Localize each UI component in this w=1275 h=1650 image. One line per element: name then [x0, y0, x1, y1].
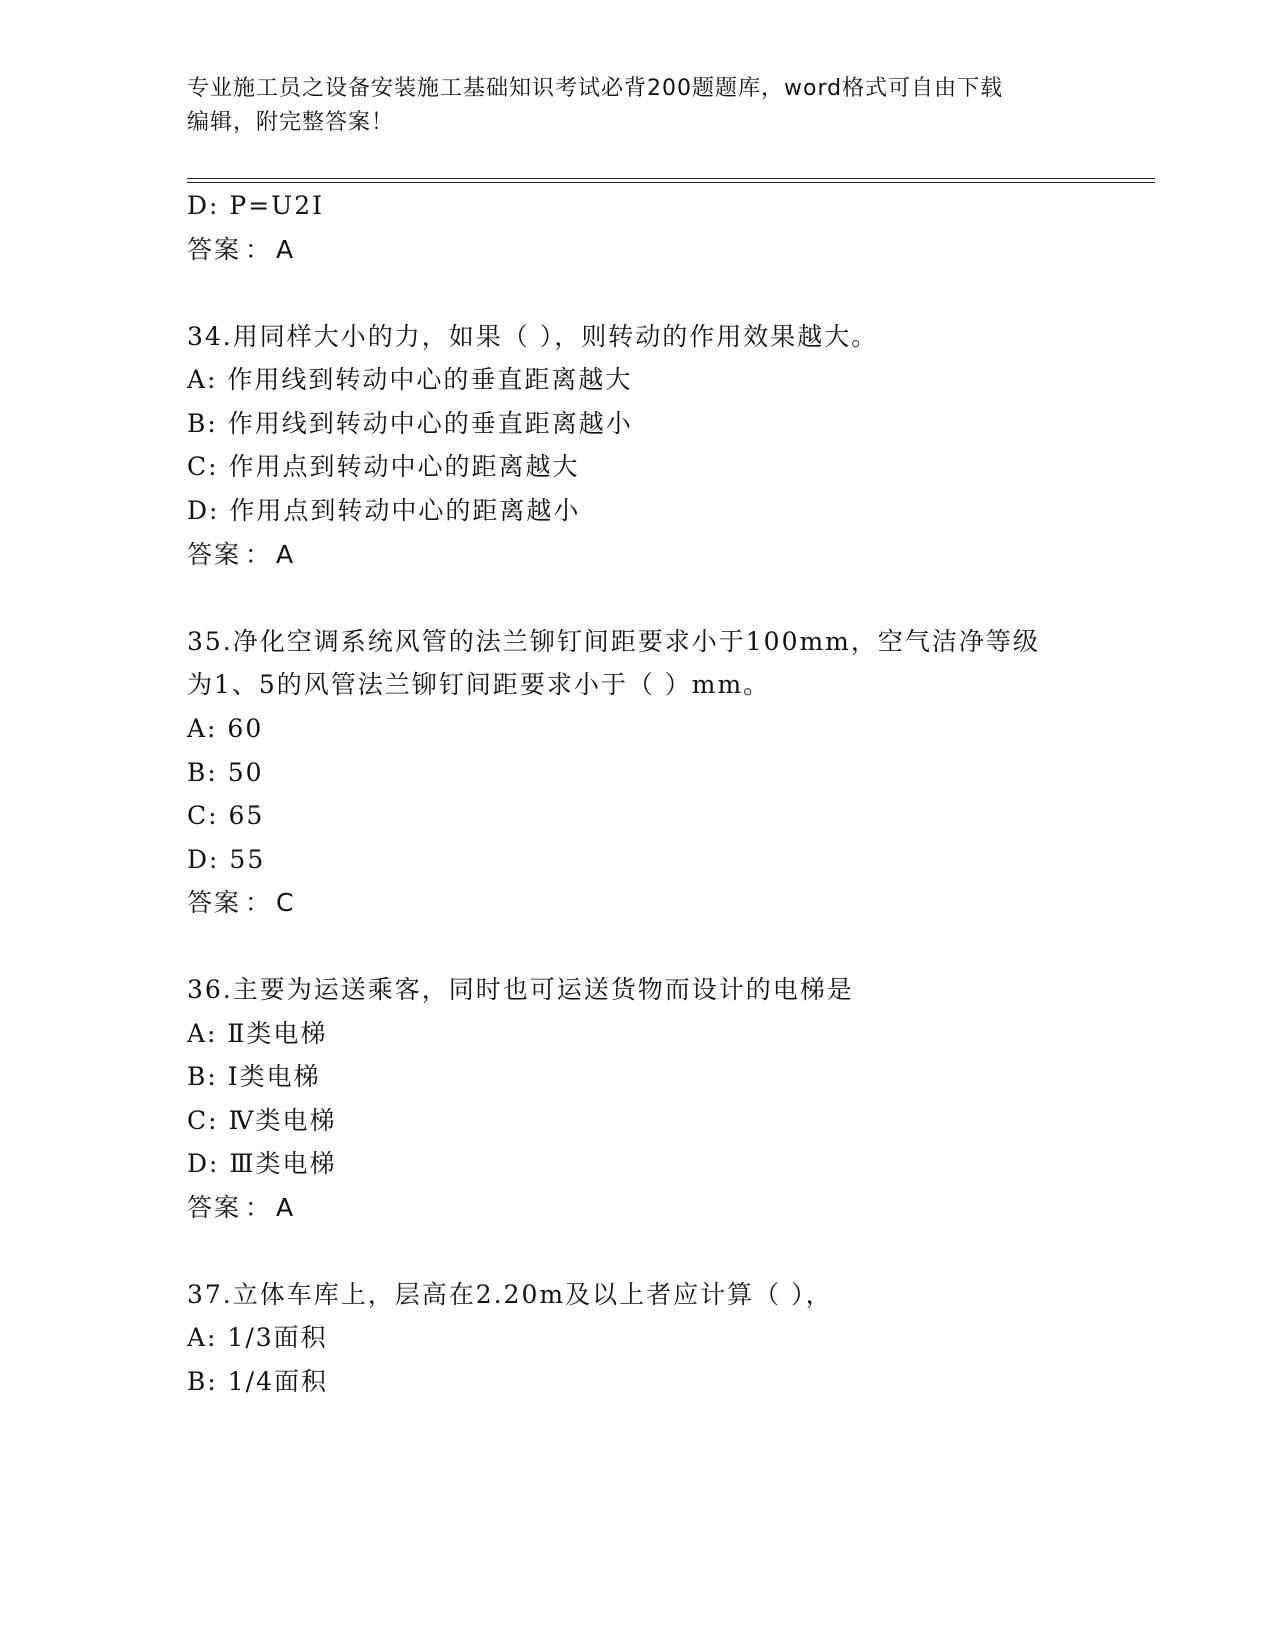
answer-value: A: [276, 540, 296, 569]
answer-value: A: [276, 235, 296, 264]
q35-option-a: A: 60: [187, 714, 264, 743]
q36-answer: [187, 1192, 295, 1224]
answer-separator: ：: [245, 235, 273, 264]
q35-option-d: D: 55: [187, 845, 266, 874]
q37-stem: 37.立体车库上，层高在2.20m及以上者应计算（ ），: [187, 1280, 833, 1309]
q35-stem-line-1: 35.净化空调系统风管的法兰铆钉间距要求小于100mm，空气洁净等级: [187, 627, 1040, 656]
q36-stem: 36.主要为运送乘客，同时也可运送货物而设计的电梯是: [187, 975, 854, 1004]
answer-separator: ：: [245, 540, 273, 569]
q34-option-a: A: 作用线到转动中心的垂直距离越大: [187, 365, 633, 394]
answer-value: C: [276, 888, 296, 917]
q34-option-c: C: 作用点到转动中心的距离越大: [187, 452, 580, 481]
answer-value: A: [276, 1193, 296, 1222]
q35-option-b: B: 50: [187, 758, 264, 787]
prev-answer: [187, 234, 295, 266]
q35-option-c: C: 65: [187, 801, 265, 830]
document-header: [187, 72, 1077, 140]
answer-separator: ：: [245, 888, 273, 917]
q36-option-c: C: Ⅳ类电梯: [187, 1106, 337, 1135]
answer-separator: ：: [245, 1193, 273, 1222]
header-divider-bottom: [187, 182, 1155, 183]
q36-option-d: D: Ⅲ类电梯: [187, 1149, 337, 1178]
q35-stem-line-2: 为1、5的风管法兰铆钉间距要求小于（ ）mm。: [187, 670, 771, 699]
answer-label: 答案: [187, 888, 242, 917]
answer-label: 答案: [187, 540, 242, 569]
q34-stem: 34.用同样大小的力，如果（ ），则转动的作用效果越大。: [187, 322, 879, 351]
q37-option-a: A: 1/3面积: [187, 1323, 328, 1352]
q34-option-b: B: 作用线到转动中心的垂直距离越小: [187, 409, 633, 438]
answer-label: 答案: [187, 1193, 242, 1222]
answer-label: 答案: [187, 235, 242, 264]
q36-option-b: B: Ⅰ类电梯: [187, 1062, 321, 1091]
header-title-line-1: 专业施工员之设备安装施工基础知识考试必背200题题库，word格式可自由下载: [187, 76, 1004, 101]
q35-answer: [187, 887, 296, 919]
q36-option-a: A: Ⅱ类电梯: [187, 1019, 328, 1048]
q37-option-b: B: 1/4面积: [187, 1367, 328, 1396]
q34-answer: [187, 539, 295, 571]
header-title-line-2: 编辑，附完整答案！: [187, 110, 395, 135]
q34-option-d: D: 作用点到转动中心的距离越小: [187, 496, 581, 525]
prev-option-d: D: P=U2I: [187, 191, 325, 220]
header-divider-top: [187, 178, 1155, 179]
